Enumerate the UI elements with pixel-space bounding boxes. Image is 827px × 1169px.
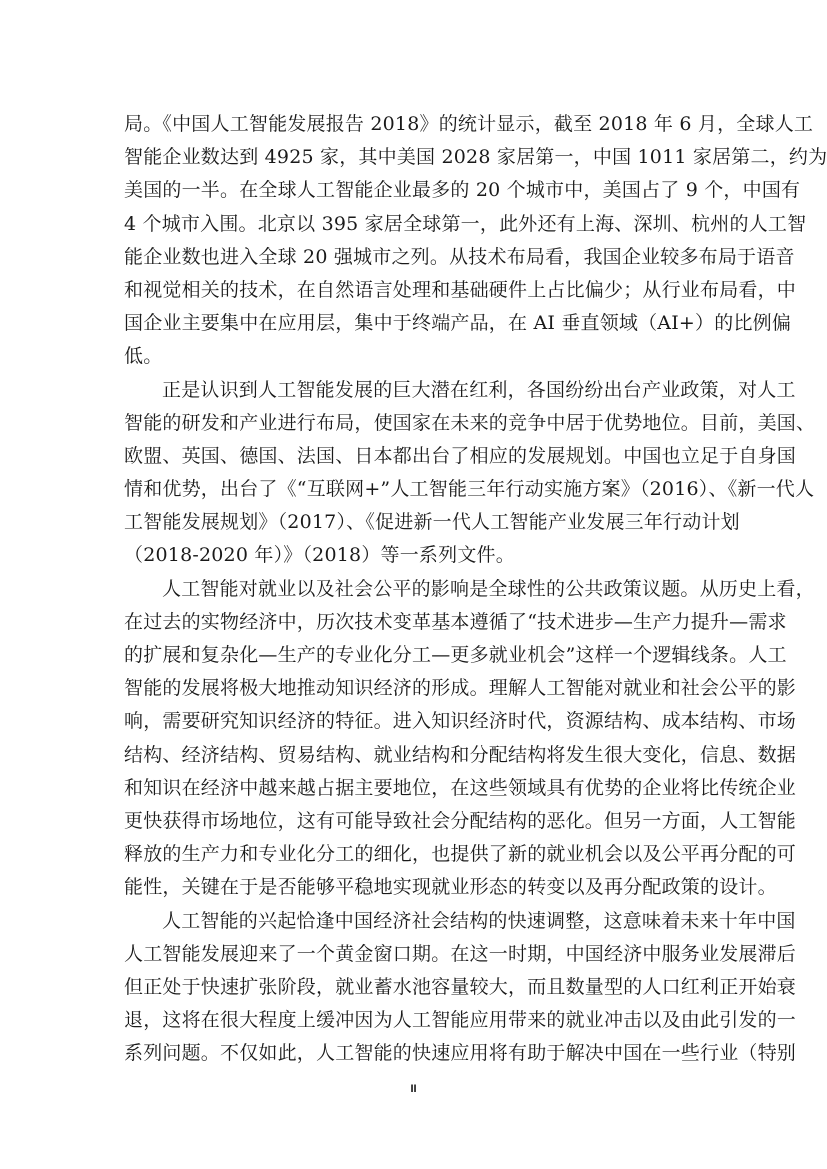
text-line: 和知识在经济中越来越占据主要地位，在这些领域具有优势的企业将比传统企业: [124, 776, 797, 799]
text-line: 释放的生产力和专业化分工的细化，也提供了新的就业机会以及公平再分配的可: [124, 843, 797, 866]
paragraph-employment-fairness: [124, 573, 815, 905]
paragraph-industrial-policies: [124, 374, 816, 573]
page-number: II: [410, 1083, 417, 1095]
text-line: 但正处于快速扩张阶段，就业蓄水池容量较大，而且数量型的人口红利正开始衰: [124, 975, 797, 998]
text-line: 退，这将在很大程度上缓冲因为人工智能应用带来的就业冲击以及由此引发的一: [124, 1009, 797, 1032]
text-line: 在过去的实物经济中，历次技术变革基本遵循了“技术进步—生产力提升—需求: [124, 610, 787, 633]
text-line: 能企业数也进入全球 20 强城市之列。从技术布局看，我国企业较多布局于语音: [124, 245, 795, 268]
body-text: [124, 108, 827, 1070]
text-line: 低。: [124, 345, 163, 368]
paragraph-golden-window: [124, 905, 797, 1071]
text-line: 智能企业数达到 4925 家，其中美国 2028 家居第一，中国 1011 家居第二，约为: [124, 146, 827, 169]
text-line: 人工智能对就业以及社会公平的影响是全球性的公共政策议题。从历史上看，: [162, 577, 815, 600]
text-line: 智能的发展将极大地推动知识经济的形成。理解人工智能对就业和社会公平的影: [124, 677, 797, 700]
text-line: 国企业主要集中在应用层，集中于终端产品，在 AI 垂直领域（AI+）的比例偏: [124, 312, 792, 335]
paragraph-ai-enterprise-stats: [124, 108, 827, 374]
text-line: 能性，关键在于是否能够平稳地实现就业形态的转变以及再分配政策的设计。: [124, 876, 777, 899]
text-line: 情和优势，出台了《“互联网+”人工智能三年行动实施方案》（2016）、《新一代人: [124, 478, 815, 501]
text-line: 响，需要研究知识经济的特征。进入知识经济时代，资源结构、成本结构、市场: [124, 710, 797, 733]
text-line: 人工智能发展迎来了一个黄金窗口期。在这一时期，中国经济中服务业发展滞后: [124, 942, 797, 965]
text-line: 系列问题。不仅如此，人工智能的快速应用将有助于解决中国在一些行业（特别: [124, 1042, 797, 1065]
text-line: 和视觉相关的技术，在自然语言处理和基础硬件上占比偏少；从行业布局看，中: [124, 278, 797, 301]
text-line: 的扩展和复杂化—生产的专业化分工—更多就业机会”这样一个逻辑线条。人工: [124, 644, 787, 666]
text-line: 欧盟、英国、德国、法国、日本都出台了相应的发展规划。中国也立足于自身国: [124, 444, 797, 467]
text-line: 局。《中国人工智能发展报告 2018》的统计显示，截至 2018 年 6 月，全球人工: [124, 113, 814, 135]
text-line: （2018-2020 年）》（2018）等一系列文件。: [124, 544, 515, 567]
text-line: 智能的研发和产业进行布局，使国家在未来的竞争中居于优势地位。目前，美国、: [124, 411, 816, 434]
text-line: 工智能发展规划》（2017）、《促进新一代人工智能产业发展三年行动计划: [124, 511, 740, 534]
text-line: 人工智能的兴起恰逢中国经济社会结构的快速调整，这意味着未来十年中国: [162, 909, 796, 932]
text-line: 更快获得市场地位，这有可能导致社会分配结构的恶化。但另一方面，人工智能: [124, 809, 797, 832]
text-line: 结构、经济结构、贸易结构、就业结构和分配结构将发生很大变化，信息、数据: [124, 743, 797, 766]
text-line: 正是认识到人工智能发展的巨大潜在红利，各国纷纷出台产业政策，对人工: [162, 378, 796, 401]
text-line: 4 个城市入围。北京以 395 家居全球第一，此外还有上海、深圳、杭州的人工智: [124, 212, 807, 235]
text-line: 美国的一半。在全球人工智能企业最多的 20 个城市中，美国占了 9 个，中国有: [124, 179, 801, 202]
